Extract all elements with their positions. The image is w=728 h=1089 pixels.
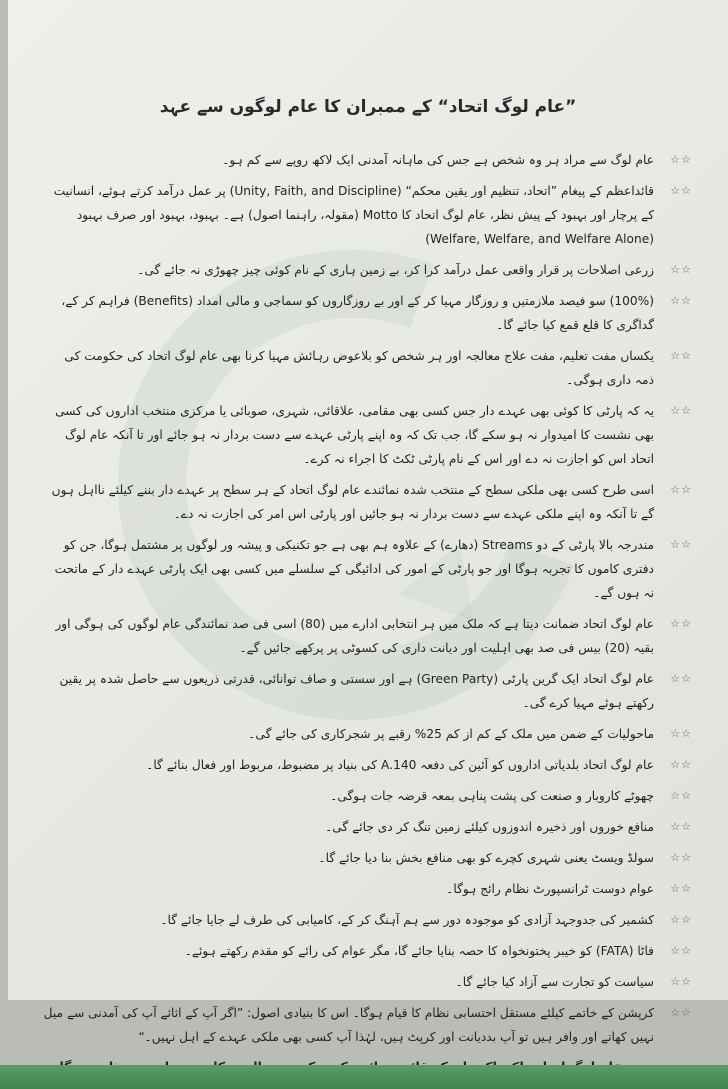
star-bullet-icon: ☆☆: [670, 882, 692, 895]
page-title: ”عام لوگ اتحاد“ کے ممبران کا عام لوگوں سے عہد: [159, 97, 577, 117]
star-bullet-icon: ☆☆: [670, 975, 692, 988]
star-bullet-icon: ☆☆: [670, 153, 692, 166]
pledge-text: یہ کہ پارٹی کا کوئی بھی عہدے دار جس کسی بھی مقامی، علاقائی، شہری، صوبائی یا مرکزی منتخب اداروں کی کسی بھی نشست کا امیدوار نہ ہو سکے گا، جب تک کہ وہ اپنے پارٹی عہدے سے دست بردار نہ ہو جائے اور تا آنکہ عام لوگ اتحاد اس کو اجازت نہ دے اور اس کے نام پارٹی ٹکٹ کا اجراء نہ کرے۔: [55, 404, 654, 466]
pledge-text: کرپشن کے خاتمے کیلئے مستقل احتسابی نظام کا قیام ہوگا۔ اس کا بنیادی اصول: ”اگر آپ کے اثاثے آپ کی آمدنی سے میل نہیں کھاتے اور وافر ہیں تو آپ بددیانت اور کرپٹ ہیں، لہٰذا آپ کسی بھی ملکی عہدے کے اہل نہیں۔“: [43, 1006, 654, 1044]
star-bullet-icon: ☆☆: [670, 789, 692, 802]
star-bullet-icon: ☆☆: [670, 727, 692, 740]
pledge-text: عام لوگ اتحاد ایک گرین پارٹی (Green Party) ہے اور سستی و صاف توانائی، قدرتی ذریعوں سے حاصل شدہ پر یقین رکھتے ہوئے مہیا کرے گی۔: [59, 672, 654, 710]
pledge-item: [42, 289, 692, 337]
pledge-item: [42, 753, 692, 777]
document-page: [8, 0, 728, 1044]
pledge-item: [42, 722, 692, 746]
pledge-text: چھوٹے کاروبار و صنعت کی پشت پناہی بمعہ قرضہ جات ہوگی۔: [330, 789, 654, 803]
pledge-item: [42, 846, 692, 870]
star-bullet-icon: ☆☆: [670, 1006, 692, 1019]
pledge-item: [42, 258, 692, 282]
star-bullet-icon: ☆☆: [670, 820, 692, 833]
pledge-item: [42, 478, 692, 526]
pledge-item: [42, 939, 692, 963]
pledge-item: [42, 784, 692, 808]
pledge-text: سیاست کو تجارت سے آزاد کیا جائے گا۔: [455, 975, 654, 989]
star-bullet-icon: ☆☆: [670, 404, 692, 417]
star-bullet-icon: ☆☆: [670, 851, 692, 864]
star-bullet-icon: ☆☆: [670, 184, 692, 197]
pledge-item: [42, 533, 692, 605]
pledge-text: مندرجہ بالا پارٹی کے دو Streams (دھارے) کے علاوہ ہم بھی ہے جو تکنیکی و پیشہ ور لوگوں پر مشتمل ہوگا، جن کو دفتری کاموں کا تجربہ ہوگا اور جو پارٹی کے امور کی ادائیگی کے سلسلے میں کسی بھی ایک پارٹی عہدے دار کے ماتحت نہ ہوں گے۔: [54, 538, 654, 600]
pledge-text: سولڈ ویسٹ یعنی شہری کچرے کو بھی منافع بخش بنا دیا جائے گا۔: [318, 851, 654, 865]
pledge-text: عام لوگ اتحاد ضمانت دیتا ہے کہ ملک میں ہر انتخابی ادارے میں (80) اسی فی صد نمائندگی عام لوگوں کی ہوگی اور بقیہ (20) بیس فی صد بھی اہلیت اور دیانت داری کی کسوٹی پر پرکھے جائیں گے۔: [55, 617, 654, 655]
pledge-text: (100%) سو فیصد ملازمتیں و روزگار مہیا کر کے اور بے روزگاروں کو سماجی و مالی امداد (Benefits) فراہم کر کے، گداگری کا قلع قمع کیا جائے گا۔: [61, 294, 654, 332]
pledge-text: ماحولیات کے ضمن میں ملک کے کم از کم 25% رقبے پر شجرکاری کی جائے گی۔: [248, 727, 654, 741]
star-bullet-icon: ☆☆: [670, 758, 692, 771]
pledge-item: [42, 612, 692, 660]
pledge-item: [42, 667, 692, 715]
pledge-text: قائداعظم کے پیغام ”اتحاد، تنظیم اور یقین محکم“ (Unity, Faith, and Discipline) پر عمل درآمد کرتے ہوئے، انسانیت کے پرچار اور بہبود کے پیش نظر، عام لوگ اتحاد کا Motto (مقولہ، راہنما اصول) ہے۔ بہبود، بہبود اور صرف بہبود (Welfare, Welfare, and Welfare Alone): [53, 184, 654, 246]
pledge-item: [42, 179, 692, 251]
pledge-item: [42, 877, 692, 901]
pledge-item: [42, 908, 692, 932]
green-border-strip: [0, 1065, 728, 1089]
pledge-text: فاٹا (FATA) کو خیبر پختونخواہ کا حصہ بنایا جائے گا، مگر عوام کی رائے کو مقدم رکھتے ہوئے۔: [184, 944, 654, 958]
pledge-text: منافع خوروں اور ذخیرہ اندوزوں کیلئے زمین تنگ کر دی جائے گی۔: [325, 820, 654, 834]
pledge-item: [42, 399, 692, 471]
pledge-text: اسی طرح کسی بھی ملکی سطح کے منتخب شدہ نمائندے عام لوگ اتحاد کے ہر سطح پر عہدے دار بننے کیلئے نااہل ہوں گے تا آنکہ وہ اپنے ملکی عہدے سے دست بردار نہ ہو جائیں اور پارٹی اس امر کی اجازت نہ دے۔: [51, 483, 654, 521]
pledge-item: [42, 344, 692, 392]
pledge-text: عام لوگ سے مراد ہر وہ شخص ہے جس کی ماہانہ آمدنی ایک لاکھ روپے سے کم ہو۔: [222, 153, 654, 167]
pledge-text: عام لوگ اتحاد بلدیاتی اداروں کو آئین کی دفعہ 140.A کی بنیاد پر مضبوط، مربوط اور فعال بنائے گا۔: [146, 758, 654, 772]
star-bullet-icon: ☆☆: [670, 944, 692, 957]
star-bullet-icon: ☆☆: [670, 263, 692, 276]
star-bullet-icon: ☆☆: [670, 617, 692, 630]
star-bullet-icon: ☆☆: [670, 672, 692, 685]
pledge-text: عوام دوست ٹرانسپورٹ نظام رائج ہوگا۔: [446, 882, 654, 896]
pledge-list: [42, 148, 692, 1089]
star-bullet-icon: ☆☆: [670, 349, 692, 362]
pledge-item: [42, 970, 692, 994]
star-bullet-icon: ☆☆: [670, 538, 692, 551]
pledge-text: کشمیر کی جدوجہد آزادی کو موجودہ دور سے ہم آہنگ کر کے، کامیابی کی طرف لے جایا جائے گا۔: [160, 913, 654, 927]
pledge-item: [42, 148, 692, 172]
pledge-item: [42, 1001, 692, 1049]
star-bullet-icon: ☆☆: [670, 913, 692, 926]
pledge-text: زرعی اصلاحات پر قرار واقعی عمل درآمد کرا کر، بے زمین ہاری کے نام کوئی چیز چھوڑی نہ جائے گی۔: [137, 263, 654, 277]
star-bullet-icon: ☆☆: [670, 294, 692, 307]
pledge-text: یکساں مفت تعلیم، مفت علاج معالجہ اور ہر شخص کو بلاعوض رہائش مہیا کرنا بھی عام لوگ اتحاد کی حکومت کی ذمہ داری ہوگی۔: [64, 349, 654, 387]
star-bullet-icon: ☆☆: [670, 483, 692, 496]
pledge-item: [42, 815, 692, 839]
